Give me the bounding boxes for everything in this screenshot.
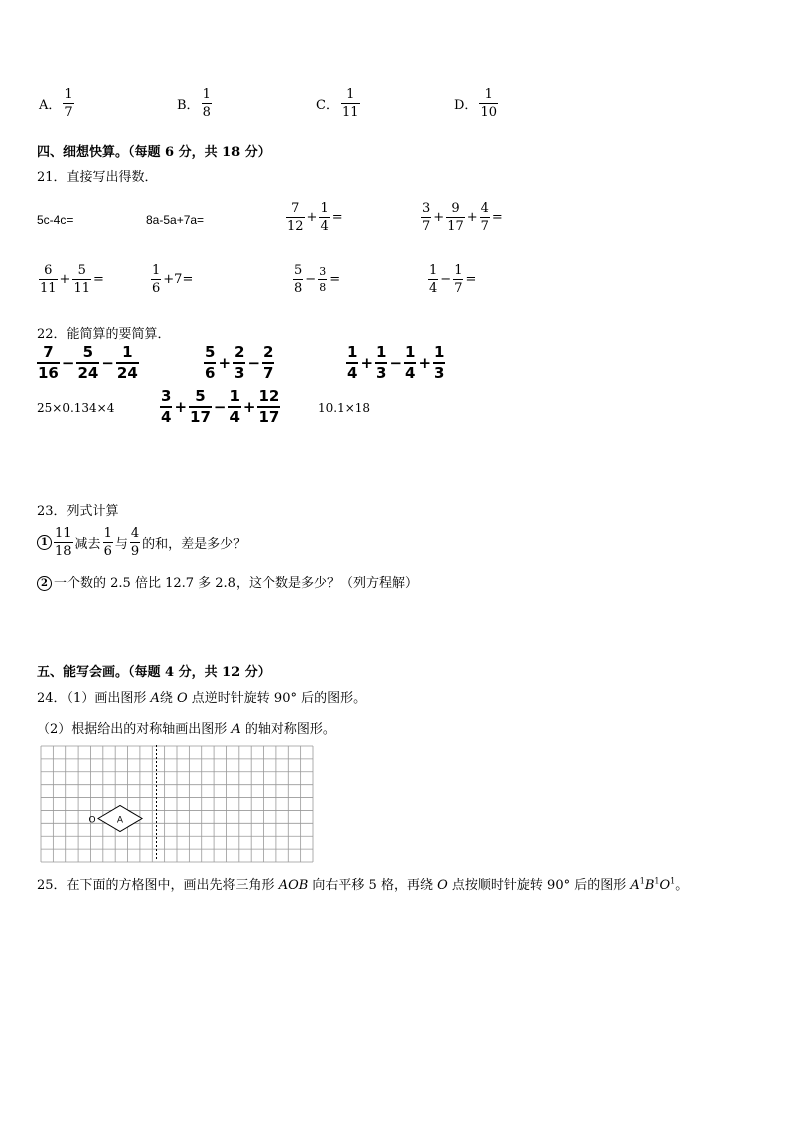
option-c-fraction: $\frac{1}{11}$ <box>341 87 359 120</box>
q24-line-2: （2）根据给出的对称轴画出图形 A 的轴对称图形。 <box>37 722 336 737</box>
section-5-heading: 五、能写会画。（每题 4 分，共 12 分） <box>37 665 271 680</box>
option-b-fraction: $\frac{1}{8}$ <box>202 87 211 120</box>
option-d-letter: D． <box>454 98 478 113</box>
option-d[interactable] <box>452 88 498 119</box>
q24-grid[interactable] <box>40 745 314 863</box>
section-4-heading: 四、细想快算。（每题 6 分，共 18 分） <box>37 145 271 160</box>
option-c[interactable] <box>314 88 360 119</box>
q22-expr-1: $\frac{7}{16}$ − $\frac{5}{24}$ − $\frac{1}{24}$ <box>38 343 138 382</box>
q22-expr-6: 10.1×18 <box>318 401 371 415</box>
q22-expr-5: $\frac{3}{4}$ + $\frac{5}{17}$ − $\frac{1}{4}$ + $\frac{12}{17}$ <box>161 387 280 426</box>
option-a[interactable] <box>37 88 74 119</box>
q23-title: 23．列式计算 <box>37 504 119 519</box>
option-b[interactable] <box>175 88 212 119</box>
q21-expr-2: 8a-5a+7a= <box>146 213 205 227</box>
q23-part-1: 1 $\frac{11}{18}$ 减去 $\frac{1}{6}$ 与 $\frac{4}{9}$ 的和，差是多少？ <box>37 527 248 558</box>
q21-expr-5: $\frac{6}{11}$ + $\frac{5}{11}$ = <box>40 263 104 296</box>
option-d-fraction: $\frac{1}{10}$ <box>480 87 497 120</box>
grid-lines <box>41 746 313 862</box>
q22-title: 22．能简算的要简算． <box>37 327 171 342</box>
q21-expr-3: $\frac{7}{12}$ + $\frac{1}{4}$ = <box>287 201 343 234</box>
q21-expr-1: 5c-4c= <box>37 213 74 227</box>
q21-title: 21．直接写出得数． <box>37 170 158 185</box>
q22-expr-4: 25×0.134×4 <box>37 401 115 415</box>
q21-expr-7: $\frac{5}{8}$ − $\frac{3}{8}$ = <box>294 263 341 296</box>
shape-a-label: A <box>116 815 124 826</box>
q22-expr-2: $\frac{5}{6}$ + $\frac{2}{3}$ − $\frac{2}{7}$ <box>205 343 274 382</box>
point-o-label: O <box>88 815 96 826</box>
option-b-letter: B． <box>177 98 200 113</box>
q24-line-1: 24．（1）画出图形 A绕 O 点逆时针旋转 90° 后的图形。 <box>37 691 367 706</box>
option-a-letter: A． <box>39 98 62 113</box>
option-a-fraction: $\frac{1}{7}$ <box>64 87 73 120</box>
option-c-letter: C． <box>316 98 339 113</box>
q21-expr-6: $\frac{1}{6}$ +7= <box>152 263 194 296</box>
q21-expr-4: $\frac{3}{7}$ + $\frac{9}{17}$ + $\frac{4}{7}$ = <box>422 201 503 234</box>
q25-text: 25．在下面的方格图中，画出先将三角形 AOB 向右平移 5 格，再绕 O 点按顺时针旋转 90° 后的图形 $A^1B^1O^1$。 <box>37 876 689 893</box>
q21-expr-8: $\frac{1}{4}$ − $\frac{1}{7}$ = <box>429 263 477 296</box>
q23-part-2: 2 一个数的 2.5 倍比 12.7 多 2.8，这个数是多少？（列方程解） <box>37 572 418 591</box>
circle-number-2: 2 <box>37 576 52 591</box>
q22-expr-3: $\frac{1}{4}$ + $\frac{1}{3}$ − $\frac{1}{4}$ + $\frac{1}{3}$ <box>347 343 445 382</box>
circle-number-1: 1 <box>37 535 52 550</box>
